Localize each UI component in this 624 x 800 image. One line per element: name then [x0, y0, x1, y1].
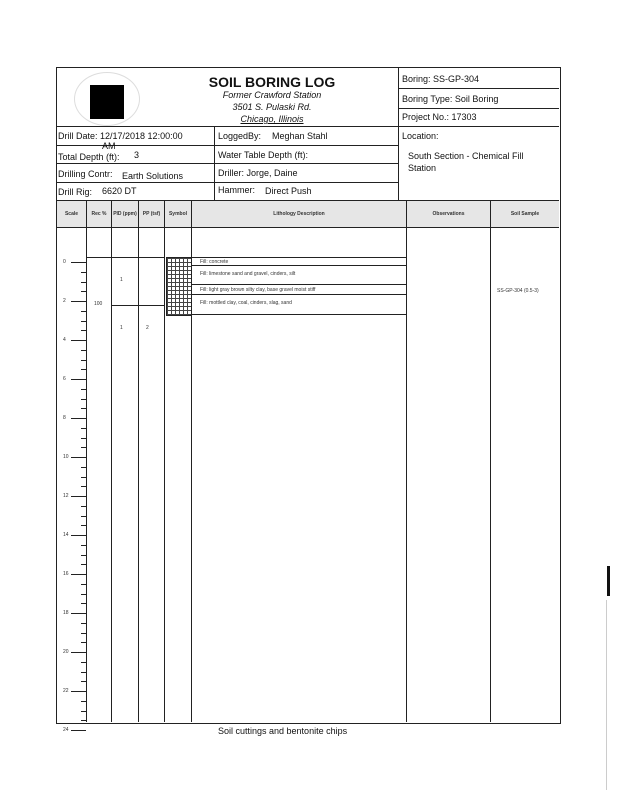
- drill-rig-value: 6620 DT: [102, 186, 137, 196]
- scale-tick-major: [71, 457, 86, 458]
- logo-circle: [74, 72, 140, 126]
- scan-edge-line: [606, 600, 607, 790]
- drilling-contr-value: Earth Solutions: [122, 171, 184, 181]
- scale-tick-major: [71, 379, 86, 380]
- col-header-observations: Observations: [432, 211, 465, 217]
- scale-tick-minor: [81, 272, 86, 273]
- scale-tick-minor: [81, 438, 86, 439]
- scale-tick-major: [71, 691, 86, 692]
- scale-tick-minor: [81, 282, 86, 283]
- scale-tick-major: [71, 340, 86, 341]
- info-hline-2: [56, 163, 399, 164]
- scale-tick-major: [71, 301, 86, 302]
- pp-value: 2: [146, 325, 149, 331]
- rec-value: 100: [94, 301, 103, 307]
- col-line-pid: [138, 201, 139, 722]
- scale-tick-minor: [81, 642, 86, 643]
- scale-tick-minor: [81, 350, 86, 351]
- scale-tick-minor: [81, 311, 86, 312]
- scan-edge-mark: [607, 566, 610, 596]
- scale-tick-label: 16: [63, 571, 69, 577]
- project-number: Project No.: 17303: [402, 112, 477, 122]
- scale-tick-label: 24: [63, 727, 69, 733]
- scale-tick-label: 4: [63, 337, 66, 343]
- col-header-pid: PID (ppm): [113, 211, 137, 217]
- scale-tick-label: 8: [63, 415, 66, 421]
- col-line-rec: [111, 201, 112, 722]
- site-city: Chicago, Illinois: [240, 114, 304, 124]
- pid-value-1: 1: [120, 277, 123, 283]
- scale-tick-minor: [81, 291, 86, 292]
- drill-date-am: AM: [102, 141, 116, 151]
- log-title: SOIL BORING LOG: [208, 74, 336, 90]
- scale-tick-minor: [81, 633, 86, 634]
- scale-tick-minor: [81, 467, 86, 468]
- pid-value-2: 1: [120, 325, 123, 331]
- scale-tick-minor: [81, 525, 86, 526]
- drill-date: Drill Date: 12/17/2018 12:00:00: [58, 131, 183, 141]
- col-line-lithology: [406, 201, 407, 722]
- location-label: Location:: [402, 131, 439, 141]
- scale-tick-minor: [81, 603, 86, 604]
- litho-line-5: [192, 314, 406, 315]
- scale-tick-minor: [81, 594, 86, 595]
- scale-tick-minor: [81, 564, 86, 565]
- logged-by-label: LoggedBy:: [218, 131, 262, 141]
- col-header-symbol: Symbol: [168, 211, 188, 217]
- scale-tick-minor: [81, 428, 86, 429]
- scale-tick-label: 18: [63, 610, 69, 616]
- scale-tick-minor: [81, 477, 86, 478]
- col-header-lithology: Lithology Description: [273, 211, 325, 217]
- col-header-soil-sample: Soil Sample: [510, 211, 540, 217]
- scale-tick-label: 22: [63, 688, 69, 694]
- footer-note: Soil cuttings and bentonite chips: [218, 726, 348, 736]
- lithology-row-3: Fill: light gray brown silty clay, base gravel moist stiff: [200, 287, 316, 293]
- scale-tick-major: [71, 730, 86, 731]
- scale-tick-minor: [81, 711, 86, 712]
- scale-tick-label: 20: [63, 649, 69, 655]
- scale-tick-major: [71, 496, 86, 497]
- driller: Driller: Jorge, Daine: [218, 168, 298, 178]
- scale-tick-label: 14: [63, 532, 69, 538]
- location-value: South Section - Chemical Fill Station: [408, 151, 524, 173]
- total-depth-value: 3: [134, 150, 140, 160]
- col-header-rec: Rec %: [91, 211, 107, 217]
- scale-tick-minor: [81, 330, 86, 331]
- scale-tick-minor: [81, 545, 86, 546]
- scale-tick-label: 12: [63, 493, 69, 499]
- site-address: 3501 S. Pulaski Rd.: [232, 102, 312, 112]
- scale-tick-minor: [81, 516, 86, 517]
- lithology-row-2: Fill: limestone sand and gravel, cinders, silt: [200, 271, 296, 277]
- scale-tick-major: [71, 418, 86, 419]
- info-hline-3: [56, 182, 399, 183]
- logged-by: Meghan Stahl: [272, 131, 328, 141]
- drilling-contr-label: Drilling Contr:: [58, 169, 113, 179]
- lithology-row-1: Fill: concrete: [200, 259, 229, 265]
- drill-rig-label: Drill Rig:: [58, 187, 93, 197]
- right-row-line-1: [398, 88, 559, 89]
- rec-interval-top: [87, 257, 165, 258]
- scale-tick-minor: [81, 408, 86, 409]
- scale-tick-label: 0: [63, 259, 66, 265]
- scale-tick-major: [71, 262, 86, 263]
- litho-line-1: [192, 257, 406, 258]
- boring-id: Boring: SS-GP-304: [402, 74, 480, 84]
- scale-tick-minor: [81, 486, 86, 487]
- scale-tick-minor: [81, 369, 86, 370]
- scale-tick-label: 10: [63, 454, 69, 460]
- scale-tick-label: 2: [63, 298, 66, 304]
- scale-tick-minor: [81, 389, 86, 390]
- col-header-pp: PP (tsf): [142, 211, 161, 217]
- litho-line-4: [192, 294, 406, 295]
- scale-tick-minor: [81, 399, 86, 400]
- scale-tick-minor: [81, 662, 86, 663]
- scale-tick-major: [71, 574, 86, 575]
- right-row-line-2: [398, 108, 559, 109]
- litho-line-2: [192, 265, 406, 266]
- scale-tick-minor: [81, 555, 86, 556]
- total-depth-label: Total Depth (ft):: [58, 152, 120, 162]
- scale-tick-major: [71, 652, 86, 653]
- col-line-pp: [164, 201, 165, 722]
- boring-type: Boring Type: Soil Boring: [402, 94, 499, 104]
- scale-tick-minor: [81, 506, 86, 507]
- scale-tick-minor: [81, 360, 86, 361]
- scale-tick-major: [71, 613, 86, 614]
- scale-tick-minor: [81, 447, 86, 448]
- column-header-bottom: [56, 227, 559, 228]
- scale-tick-minor: [81, 720, 86, 721]
- site-name: Former Crawford Station: [222, 90, 322, 100]
- scale-tick-minor: [81, 672, 86, 673]
- header-divider: [398, 67, 399, 127]
- water-table-depth: Water Table Depth (ft):: [218, 150, 309, 160]
- hammer-value: Direct Push: [265, 186, 312, 196]
- scale-tick-minor: [81, 681, 86, 682]
- scale-tick-minor: [81, 701, 86, 702]
- scale-tick-minor: [81, 321, 86, 322]
- litho-line-3: [192, 284, 406, 285]
- col-line-observations: [490, 201, 491, 722]
- scale-tick-major: [71, 535, 86, 536]
- lithology-row-4: Fill: mottled clay, coal, cinders, slag, sand: [200, 300, 292, 306]
- fill-symbol-hatch: [166, 257, 192, 316]
- col-line-scale: [86, 201, 87, 722]
- scale-tick-label: 6: [63, 376, 66, 382]
- soil-sample-id: SS-GP-304 (0.5-3): [497, 288, 539, 294]
- header-bottom-line: [56, 126, 559, 127]
- col-header-scale: Scale: [64, 211, 79, 217]
- scale-tick-minor: [81, 584, 86, 585]
- scale-tick-minor: [81, 623, 86, 624]
- hammer-label: Hammer:: [218, 185, 256, 195]
- rec-interval-bottom: [111, 305, 165, 306]
